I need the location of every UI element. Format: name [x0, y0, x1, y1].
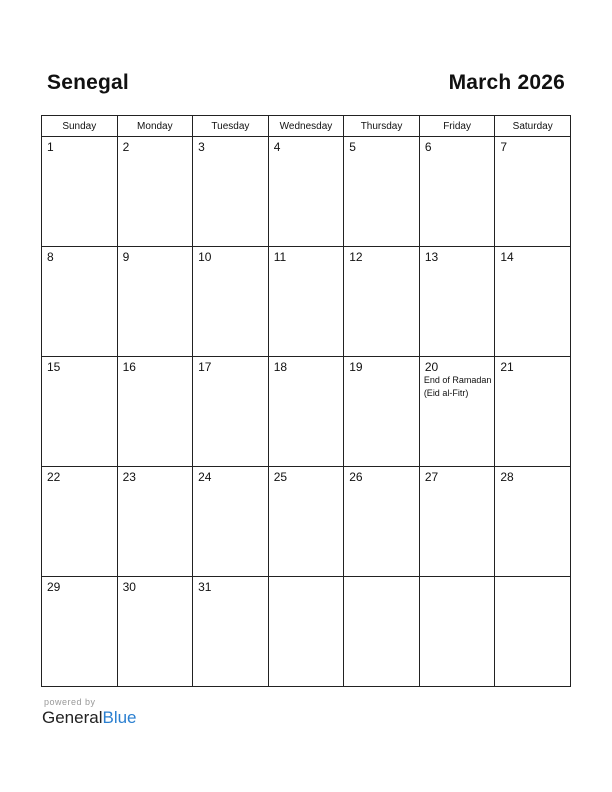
day-number — [344, 577, 419, 580]
day-cell — [117, 137, 193, 247]
month-title: March 2026 — [448, 71, 565, 94]
day-cell — [42, 467, 118, 577]
day-cell — [268, 467, 344, 577]
weekday-header: Saturday — [495, 116, 571, 137]
day-cell — [495, 357, 571, 467]
weekday-header: Wednesday — [268, 116, 344, 137]
day-cell — [419, 357, 495, 467]
day-number: 28 — [500, 470, 514, 484]
day-cell — [344, 137, 420, 247]
day-cell — [419, 137, 495, 247]
day-number: 9 — [122, 250, 130, 264]
day-number: 11 — [273, 250, 287, 264]
day-cell — [117, 577, 193, 687]
day-number — [269, 577, 344, 580]
day-cell — [268, 247, 344, 357]
day-cell — [268, 357, 344, 467]
weekday-header-row — [42, 116, 571, 137]
week-row — [42, 467, 571, 577]
day-cell — [193, 247, 269, 357]
day-number: 6 — [424, 140, 432, 154]
day-cell — [344, 247, 420, 357]
day-cell — [419, 467, 495, 577]
day-cell — [495, 467, 571, 577]
day-number: 21 — [500, 360, 514, 374]
day-cell — [193, 137, 269, 247]
day-number: 24 — [198, 470, 212, 484]
day-cell — [268, 137, 344, 247]
day-cell — [495, 577, 571, 687]
country-title: Senegal — [47, 71, 129, 94]
day-number: 25 — [273, 470, 288, 484]
day-cell — [344, 467, 420, 577]
week-row — [42, 357, 571, 467]
day-number: 22 — [47, 470, 61, 484]
day-number: 27 — [424, 470, 439, 484]
day-cell — [419, 247, 495, 357]
day-cell — [42, 247, 118, 357]
day-number: 26 — [349, 470, 363, 484]
weekday-header: Monday — [117, 116, 193, 137]
day-number: 23 — [122, 470, 136, 484]
day-cell — [117, 357, 193, 467]
day-number: 16 — [122, 360, 136, 374]
holiday-event: End of Ramadan (Eid al-Fitr) — [423, 375, 492, 398]
day-number: 18 — [273, 360, 288, 374]
day-cell — [495, 137, 571, 247]
day-cell — [268, 577, 344, 687]
day-number: 7 — [500, 140, 508, 154]
day-number: 19 — [349, 360, 363, 374]
calendar-grid — [41, 115, 571, 687]
brand-logo — [42, 708, 137, 728]
day-number: 29 — [47, 580, 61, 594]
day-number — [420, 577, 495, 580]
day-cell — [42, 137, 118, 247]
day-number — [495, 577, 570, 580]
day-number: 20 — [424, 360, 439, 374]
day-number: 10 — [198, 250, 212, 264]
week-row — [42, 247, 571, 357]
day-number: 1 — [47, 140, 54, 154]
day-number: 30 — [122, 580, 136, 594]
day-cell — [193, 467, 269, 577]
day-cell — [193, 577, 269, 687]
weekday-header: Thursday — [344, 116, 420, 137]
day-number: 3 — [198, 140, 205, 154]
day-cell — [117, 247, 193, 357]
brand-name-part2: Blue — [102, 708, 137, 727]
brand-name-part1: General — [42, 708, 103, 727]
day-number: 2 — [122, 140, 130, 154]
day-cell — [42, 577, 118, 687]
day-number: 14 — [500, 250, 514, 264]
powered-by-label: powered by — [44, 697, 96, 707]
day-number: 31 — [198, 580, 212, 594]
day-cell — [193, 357, 269, 467]
week-row — [42, 137, 571, 247]
day-number: 8 — [47, 250, 54, 264]
day-cell — [344, 577, 420, 687]
day-cell — [419, 577, 495, 687]
weekday-header: Sunday — [42, 116, 118, 137]
day-number: 4 — [273, 140, 281, 154]
day-number: 17 — [198, 360, 212, 374]
weekday-header: Friday — [419, 116, 495, 137]
day-cell — [117, 467, 193, 577]
day-cell — [42, 357, 118, 467]
weekday-header: Tuesday — [193, 116, 269, 137]
day-cell — [344, 357, 420, 467]
day-number: 12 — [349, 250, 363, 264]
day-cell — [495, 247, 571, 357]
day-number: 13 — [424, 250, 439, 264]
day-number: 15 — [47, 360, 61, 374]
day-number: 5 — [349, 140, 356, 154]
week-row — [42, 577, 571, 687]
